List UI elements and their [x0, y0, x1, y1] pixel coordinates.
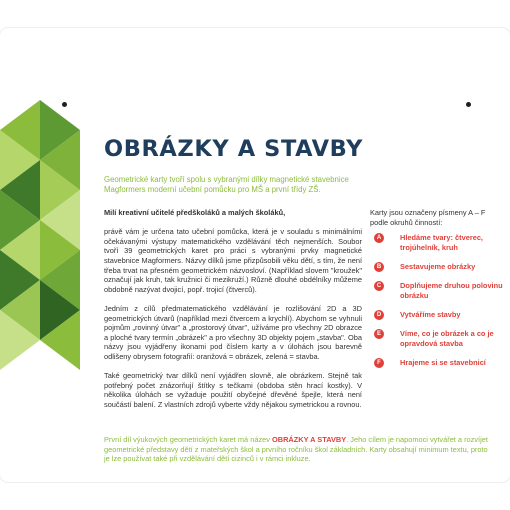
- category-item-a: [370, 233, 505, 262]
- category-legend: [370, 208, 505, 377]
- category-item-d: [370, 310, 505, 329]
- paragraph-3: Také geometrický tvar dílků není vyjádřen slovně, ale obrázkem. Stejně tak potřebný počet znázorňují štítky s tečkami (obdoba stěn hrací kostky). V několika úlohách se vyžaduje použití obyčejné dřevěné špejle, která není součástí balení. Z vlastních zdrojů vyberte vždy nějakou symetrickou a rovnou.: [104, 371, 362, 409]
- green-triangle-pattern: [0, 100, 90, 390]
- category-label: Sestavujeme obrázky: [400, 262, 476, 272]
- footer-after: . Jeho cílem je napomoci vytvářet a rozvíjet geometrické představy dětí z mateřských škol a prvního ročníku škol základních. Karty obsahují minimum textu, proto je lze používat také při vzdělávání dětí cizinců i v rámci inkluze.: [104, 435, 488, 464]
- main-text: [104, 208, 362, 419]
- greeting: Milí kreativní učitelé předškoláků a malých školáků,: [104, 208, 286, 217]
- category-label: Vytváříme stavby: [400, 310, 461, 320]
- category-label: Víme, co je obrázek a co je opravdová stavba: [400, 329, 494, 348]
- footer-highlight: OBRÁZKY A STAVBY: [272, 435, 347, 444]
- category-label: Hrajeme si se stavebnicí: [400, 358, 486, 368]
- category-label: Hledáme tvary: čtverec, trojúhelník, kruh: [400, 233, 483, 252]
- info-card: [0, 28, 510, 482]
- punch-hole-left: [62, 102, 67, 107]
- punch-hole-right: [466, 102, 471, 107]
- footer-before: První díl výukových geometrických karet má název: [104, 435, 272, 444]
- legend-intro: Karty jsou označeny písmeny A – F podle okruhů činností:: [370, 208, 486, 227]
- category-badge: F: [374, 358, 384, 368]
- category-badge: A: [374, 233, 384, 243]
- category-item-f: [370, 358, 505, 377]
- category-badge: E: [374, 329, 384, 339]
- category-label: Doplňujeme druhou polovinu obrázku: [400, 281, 503, 300]
- paragraph-2: Jedním z cílů předmatematického vzdělávání je rozlišování 2D a 3D geometrických útvarů (například mezi čtvercem a krychlí). Abychom se vyhnuli pojmům „rovinný útvar" a „prostorový útvar", užíváme pro všechny 2D obrazce a ploché tvary termín „obrázek" a pro všechny 3D objekty pojem „stavba". Oba názvy jsou vyjádřeny ikonami pod číslem karty a v úlohách jsou barevně odlišeny obrysem fotografií: oranžová = obrázek, zelená = stavba.: [104, 303, 362, 361]
- intro-text: Geometrické karty tvoří spolu s vybranými dílky magnetické stavebnice Magformers moderní učební pomůcku pro MŠ a první třídy ZŠ.: [104, 175, 349, 195]
- category-badge: B: [374, 262, 384, 272]
- page-title: OBRÁZKY A STAVBY: [104, 136, 364, 162]
- paragraph-1: právě vám je určena tato učební pomůcka, která je v souladu s minimálními očekávanými výstupy matematického vzdělávání těch nejmenších. Soubor tvoří 39 geometrických karet pro práci s vybranými prvky magnetické stavebnice Magformers. Názvy dílků jsme přizpůsobili věku dětí, s tím, že není třeba trvat na přesném geometrickém názvosloví. (Například slovem "kroužek" označují jak kruh, tak kružnici či mezikruží.) Různě dlouhé obdélníky můžeme obdobně nazývat dvojicí, popř. trojicí (čtverců).: [104, 227, 362, 294]
- category-badge: D: [374, 310, 384, 320]
- category-badge: C: [374, 281, 384, 291]
- category-item-e: [370, 329, 505, 358]
- category-item-c: [370, 281, 505, 310]
- category-item-b: [370, 262, 505, 281]
- footer-text: [104, 435, 494, 464]
